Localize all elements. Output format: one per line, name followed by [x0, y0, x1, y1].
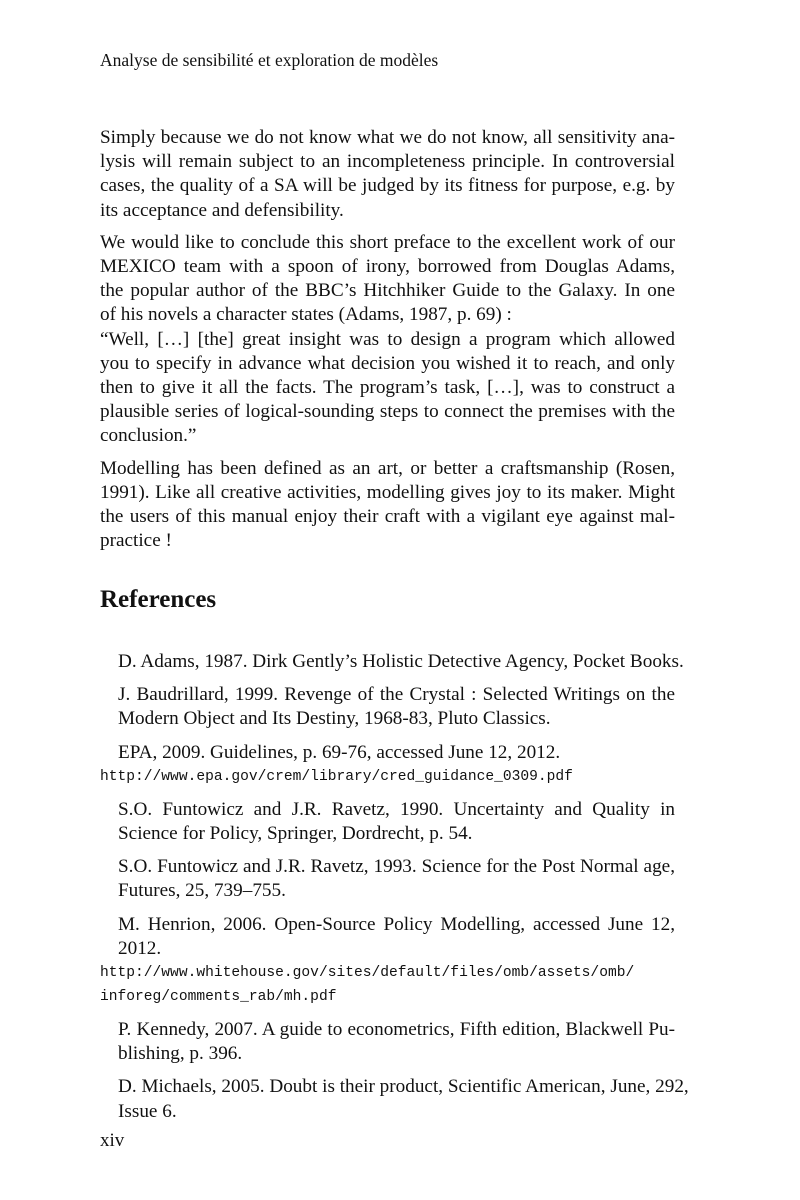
paragraph-incompleteness — [100, 126, 675, 223]
text-line: the users of this manual enjoy their craft with a vigilant eye against mal- — [100, 506, 675, 528]
reference-text: blishing, p. 396. — [118, 1043, 243, 1065]
reference-text: S.O. Funtowicz and J.R. Ravetz, 1993. Science for the Post Normal age, — [118, 856, 675, 878]
paragraph-craftsmanship — [100, 457, 675, 554]
reference-michaels — [100, 1075, 689, 1123]
text-line: lysis will remain subject to an incompleteness principle. In controversial — [100, 151, 675, 173]
quote-line: conclusion.” — [100, 425, 197, 447]
reference-text: P. Kennedy, 2007. A guide to econometrics, Fifth edition, Blackwell Pu- — [118, 1019, 675, 1041]
references-list — [100, 650, 689, 1133]
quote-line: plausible series of logical-sounding steps to connect the premises with the — [100, 401, 675, 423]
reference-text: S.O. Funtowicz and J.R. Ravetz, 1990. Uncertainty and Quality in — [118, 798, 675, 820]
reference-funtowicz-1990 — [100, 798, 675, 846]
text-line: cases, the quality of a SA will be judged by its fitness for purpose, e.g. by — [100, 175, 675, 197]
reference-url-link[interactable]: inforeg/comments_rab/mh.pdf — [100, 989, 337, 1006]
reference-baudrillard — [100, 683, 675, 731]
reference-text: J. Baudrillard, 1999. Revenge of the Crystal : Selected Writings on the — [118, 684, 675, 706]
reference-url-link[interactable]: http://www.whitehouse.gov/sites/default/files/omb/assets/omb/ — [100, 965, 635, 982]
reference-funtowicz-1993 — [100, 855, 675, 903]
text-line: 1991). Like all creative activities, modelling gives joy to its maker. Might — [100, 481, 675, 503]
text-line: practice ! — [100, 530, 172, 552]
reference-text: M. Henrion, 2006. Open-Source Policy Modelling, accessed June 12, — [118, 913, 675, 935]
text-line: Simply because we do not know what we do not know, all sensitivity ana- — [100, 127, 675, 148]
body-text — [100, 126, 675, 561]
quote-line: then to give it all the facts. The program’s task, […], was to construct a — [100, 377, 675, 399]
reference-text: D. Adams, 1987. Dirk Gently’s Holistic Detective Agency, Pocket Books. — [118, 651, 684, 672]
reference-henrion — [100, 913, 675, 1009]
text-line: the popular author of the BBC’s Hitchhiker Guide to the Galaxy. In one — [100, 280, 675, 302]
reference-text: Issue 6. — [118, 1100, 177, 1122]
reference-kennedy — [100, 1018, 675, 1066]
reference-adams — [100, 650, 684, 674]
quote-line: you to specify in advance what decision you wished it to reach, and only — [100, 352, 675, 374]
running-head: Analyse de sensibilité et exploration de modèles — [100, 50, 439, 70]
text-line: Modelling has been defined as an art, or better a craftsmanship (Rosen, — [100, 457, 675, 479]
reference-text: EPA, 2009. Guidelines, p. 69-76, accessed June 12, 2012. — [118, 741, 561, 763]
reference-url-link[interactable]: http://www.epa.gov/crem/library/cred_guidance_0309.pdf — [100, 768, 573, 785]
text-line: We would like to conclude this short preface to the excellent work of our — [100, 231, 675, 253]
reference-text: Science for Policy, Springer, Dordrecht, p. 54. — [118, 823, 473, 845]
references-heading: References — [100, 586, 217, 613]
reference-text: Modern Object and Its Destiny, 1968-83, Pluto Classics. — [118, 708, 551, 730]
text-line: its acceptance and defensibility. — [100, 199, 344, 221]
paragraph-adams-quote — [100, 231, 675, 449]
reference-text: 2012. — [118, 937, 162, 959]
page-number: xiv — [100, 1130, 125, 1151]
quote-line: “Well, […] [the] great insight was to design a program which allowed — [100, 328, 675, 350]
text-line: MEXICO team with a spoon of irony, borrowed from Douglas Adams, — [100, 256, 675, 278]
reference-text: D. Michaels, 2005. Doubt is their product, Scientific American, June, 292, — [118, 1076, 689, 1098]
text-line: of his novels a character states (Adams, 1987, p. 69) : — [100, 304, 512, 326]
reference-epa — [100, 741, 675, 789]
reference-text: Futures, 25, 739–755. — [118, 880, 286, 902]
